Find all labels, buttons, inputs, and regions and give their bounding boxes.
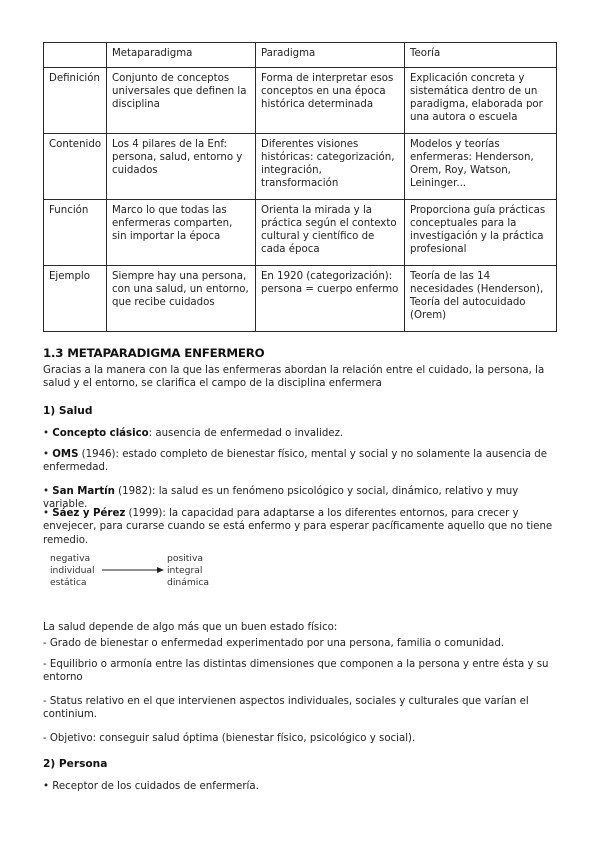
table-cell: Explicación concreta y sistemática dentro de un paradigma, elaborada por una autora o escuela bbox=[405, 68, 557, 134]
bullet-icon: • bbox=[43, 428, 50, 439]
list-item bbox=[43, 448, 558, 475]
table-header-row bbox=[44, 43, 557, 68]
bullet-icon: • bbox=[43, 449, 50, 460]
section-intro: Gracias a la manera con la que las enfermeras abordan la relación entre el cuidado, la persona, la salud y el entorno, se clarifica el campo de la disciplina enfermera bbox=[43, 365, 545, 390]
bullet-term: Concepto clásico bbox=[52, 428, 149, 439]
diagram-term: estática bbox=[50, 576, 87, 588]
table-cell: Marco lo que todas las enfermeras comparten, sin importar la época bbox=[107, 200, 256, 266]
table-row bbox=[44, 134, 557, 200]
bullet-icon: • bbox=[43, 781, 50, 792]
section-title-block bbox=[43, 346, 558, 362]
health-concept-diagram bbox=[50, 553, 220, 593]
table-cell: Forma de interpretar esos conceptos en una época histórica determinada bbox=[256, 68, 405, 134]
diagram-term: integral bbox=[167, 564, 203, 576]
dash-item: - Equilibrio o armonía entre las distintas dimensiones que componen a la persona y entre ésta y su entorno bbox=[43, 659, 549, 684]
list-item bbox=[43, 427, 558, 440]
table-cell: Orienta la mirada y la práctica según el contexto cultural y científico de cada época bbox=[256, 200, 405, 266]
diagram-left-terms bbox=[50, 553, 95, 589]
arrow-right-icon bbox=[102, 566, 164, 574]
table-cell: Los 4 pilares de la Enf: persona, salud, entorno y cuidados bbox=[107, 134, 256, 200]
table-cell: Teoría de las 14 necesidades (Henderson), Teoría del autocuidado (Orem) bbox=[405, 266, 557, 332]
section-title: 1.3 METAPARADIGMA ENFERMERO bbox=[43, 346, 265, 360]
row-label: Definición bbox=[44, 68, 107, 134]
bullet-text: : ausencia de enfermedad o invalidez. bbox=[148, 428, 344, 439]
list-item bbox=[43, 732, 558, 745]
table-row bbox=[44, 200, 557, 266]
bullet-icon: • bbox=[43, 486, 50, 497]
salud-heading-block bbox=[43, 405, 558, 419]
bullet-term: Sáez y Pérez bbox=[52, 508, 126, 519]
list-item bbox=[43, 695, 558, 722]
table-cell: Modelos y teorías enfermeras: Henderson, Orem, Roy, Watson, Leininger... bbox=[405, 134, 557, 200]
diagram-term: positiva bbox=[167, 553, 204, 564]
table-cell: En 1920 (categorización): persona = cuerpo enfermo bbox=[256, 266, 405, 332]
comparison-table bbox=[43, 42, 557, 332]
bullet-text: (1999): la capacidad para adaptarse a los diferentes entornos, para crecer y envejecer, para curarse cuando se está enfermo y para esperar pacíficamente aquello que no tiene remedio. bbox=[43, 508, 553, 546]
bullet-text: (1982): la salud es un fenómeno psicológico y social, dinámico, relativo y muy variable. bbox=[43, 486, 519, 511]
row-label: Contenido bbox=[44, 134, 107, 200]
table-header-cell: Metaparadigma bbox=[107, 43, 256, 68]
section-intro-block bbox=[43, 364, 558, 391]
table-cell: Proporciona guía prácticas conceptuales para la investigación y la práctica profesional bbox=[405, 200, 557, 266]
bullet-text: Receptor de los cuidados de enfermería. bbox=[52, 781, 259, 792]
list-item bbox=[43, 780, 558, 793]
bullet-term: OMS bbox=[52, 449, 79, 460]
list-item bbox=[43, 637, 558, 650]
table-cell: Siempre hay una persona, con una salud, un entorno, que recibe cuidados bbox=[107, 266, 256, 332]
dash-item: - Objetivo: conseguir salud óptima (bienestar físico, psicológico y social). bbox=[43, 733, 416, 744]
row-label: Ejemplo bbox=[44, 266, 107, 332]
table-row bbox=[44, 68, 557, 134]
table-header-cell bbox=[44, 43, 107, 68]
diagram-term: dinámica bbox=[167, 576, 210, 588]
table-row bbox=[44, 266, 557, 332]
bullet-icon: • bbox=[43, 508, 50, 519]
diagram-right-terms bbox=[167, 553, 209, 589]
salud-heading: 1) Salud bbox=[43, 405, 93, 417]
bullet-term: San Martín bbox=[52, 486, 115, 497]
row-label: Función bbox=[44, 200, 107, 266]
list-item bbox=[43, 658, 558, 685]
salud-lead: La salud depende de algo más que un buen estado físico: bbox=[43, 622, 338, 633]
dash-item: - Status relativo en el que intervienen aspectos individuales, sociales y culturales que varían el continium. bbox=[43, 696, 529, 721]
bullet-text: (1946): estado completo de bienestar físico, mental y social y no solamente la ausencia de enfermedad. bbox=[43, 449, 547, 474]
salud-lead-block bbox=[43, 621, 558, 634]
persona-heading: 2) Persona bbox=[43, 758, 108, 770]
table-cell: Diferentes visiones históricas: categorización, integración, transformación bbox=[256, 134, 405, 200]
table-header-cell: Paradigma bbox=[256, 43, 405, 68]
persona-heading-block bbox=[43, 758, 558, 772]
table-cell: Conjunto de conceptos universales que definen la disciplina bbox=[107, 68, 256, 134]
diagram-term: negativa bbox=[50, 553, 91, 564]
diagram-term: individual bbox=[50, 564, 95, 576]
dash-item: - Grado de bienestar o enfermedad experimentado por una persona, familia o comunidad. bbox=[43, 638, 505, 649]
list-item bbox=[43, 507, 558, 547]
table-header-cell: Teoría bbox=[405, 43, 557, 68]
